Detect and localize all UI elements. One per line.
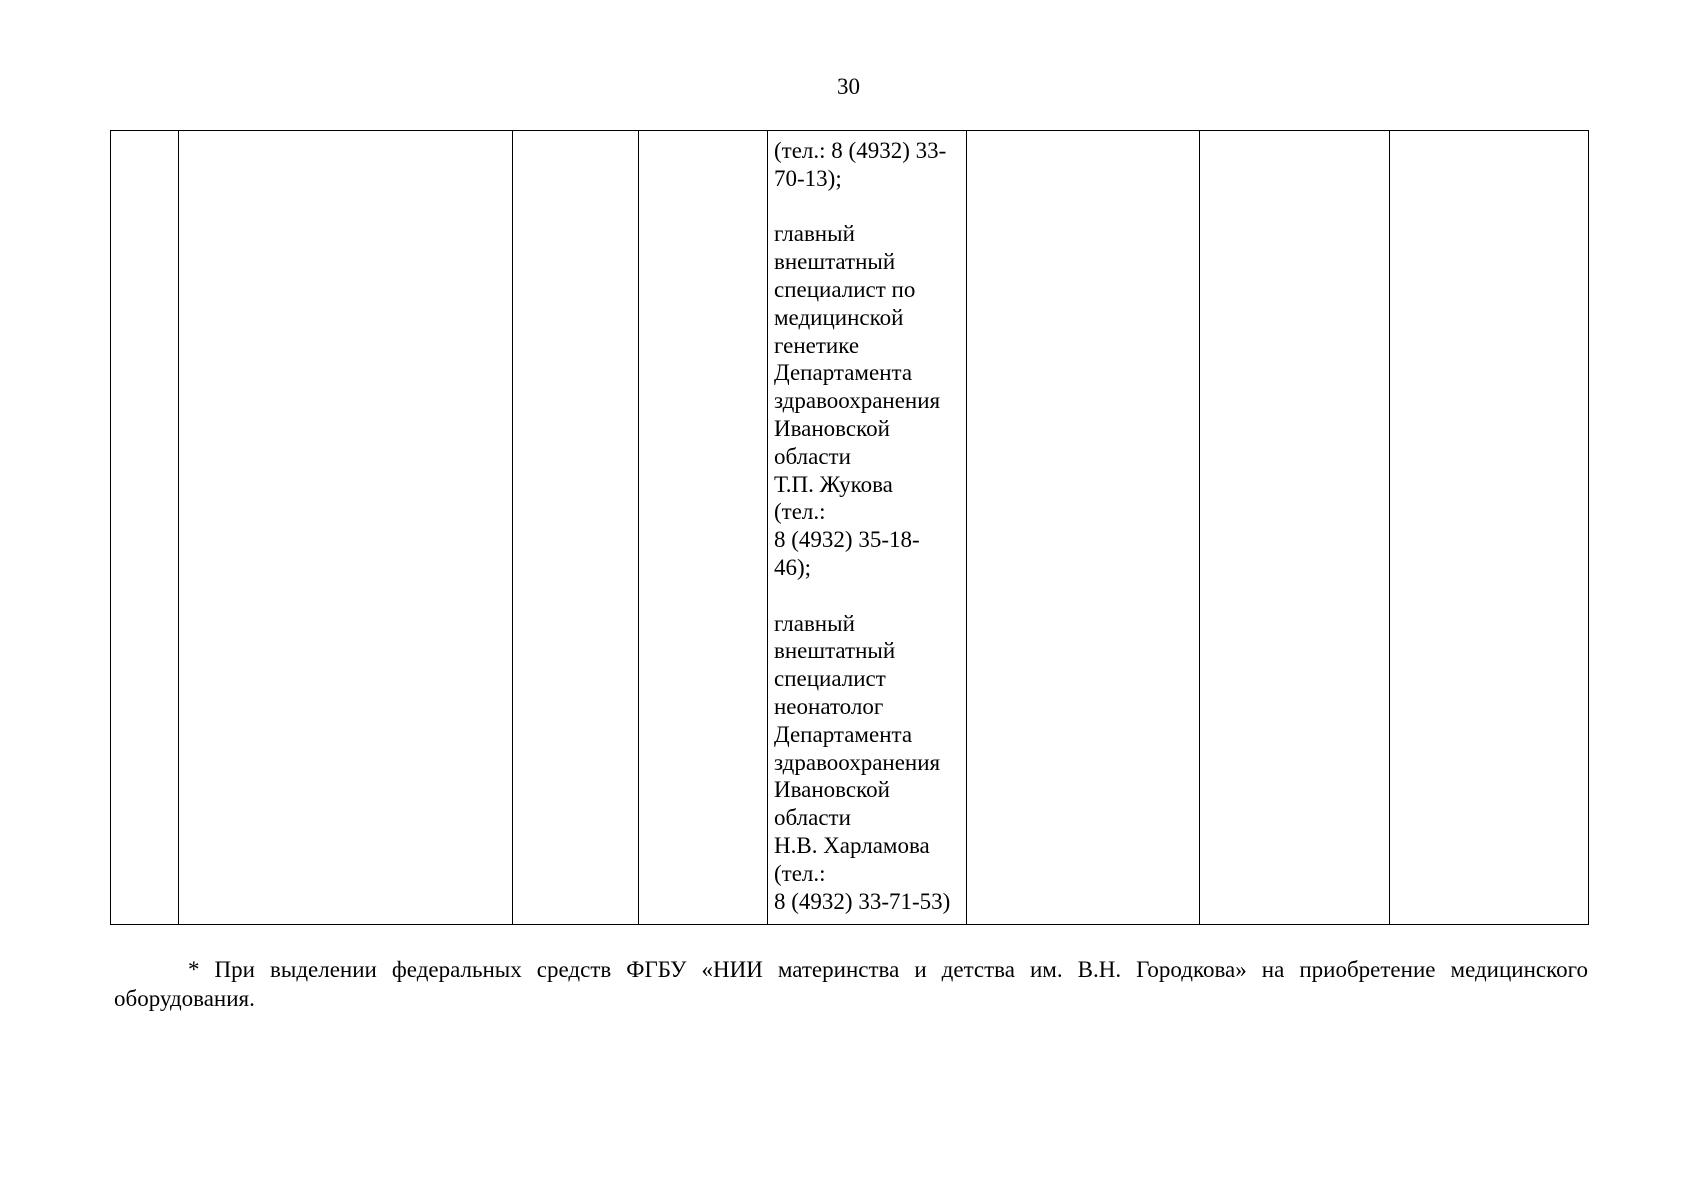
table-cell-responsible	[768, 131, 967, 925]
contact-line: (тел.:	[774, 499, 826, 525]
table-cell-deadline	[513, 131, 639, 925]
contact-line: 70-13);	[774, 165, 842, 191]
table-cell-number	[111, 131, 179, 925]
contact-line: (тел.: 8 (4932) 33-	[774, 138, 947, 163]
contact-line: Ивановской	[774, 777, 890, 803]
contact-line: 46);	[774, 554, 812, 580]
contact-line: (тел.:	[774, 860, 826, 886]
table-cell-indicator	[967, 131, 1200, 925]
contact-line: Ивановской	[774, 415, 890, 441]
table-cell-funding	[639, 131, 768, 925]
table-cell-activity	[179, 131, 513, 925]
contact-line: здравоохранения	[774, 388, 941, 414]
table-cell-result	[1390, 131, 1589, 925]
contact-line: 8 (4932) 33-71-53)	[774, 888, 951, 914]
contact-line: 8 (4932) 35-18-	[774, 527, 920, 553]
contact-line: внештатный	[774, 638, 896, 664]
contact-line: неонатолог	[774, 693, 884, 719]
contact-line: специалист по	[774, 276, 916, 302]
table-row	[111, 131, 1589, 925]
contact-entry	[774, 137, 960, 193]
responsible-contacts	[768, 131, 966, 915]
contact-line: главный	[774, 221, 855, 247]
contact-line: области	[774, 443, 851, 469]
contact-line: главный	[774, 610, 855, 636]
contact-line: внештатный	[774, 249, 896, 275]
data-table	[110, 130, 1589, 925]
contact-line: Департамента	[774, 360, 913, 386]
footnote: * При выделении федеральных средств ФГБУ «НИИ материнства и детства им. В.Н. Городкова» на приобретение медицинского оборудования.	[114, 957, 1588, 1011]
contact-line: здравоохранения	[774, 749, 941, 775]
contact-line: Департамента	[774, 721, 913, 747]
contact-line: области	[774, 805, 851, 831]
contact-entry	[774, 610, 960, 916]
contact-entry	[774, 220, 960, 581]
contact-line: Т.П. Жукова	[774, 471, 893, 497]
contact-line: генетике	[774, 332, 860, 358]
table-cell-value	[1200, 131, 1390, 925]
page-number: 30	[837, 74, 860, 99]
contact-line: Н.В. Харламова	[774, 832, 930, 858]
contact-line: медицинской	[774, 304, 904, 330]
contact-line: специалист	[774, 666, 886, 692]
